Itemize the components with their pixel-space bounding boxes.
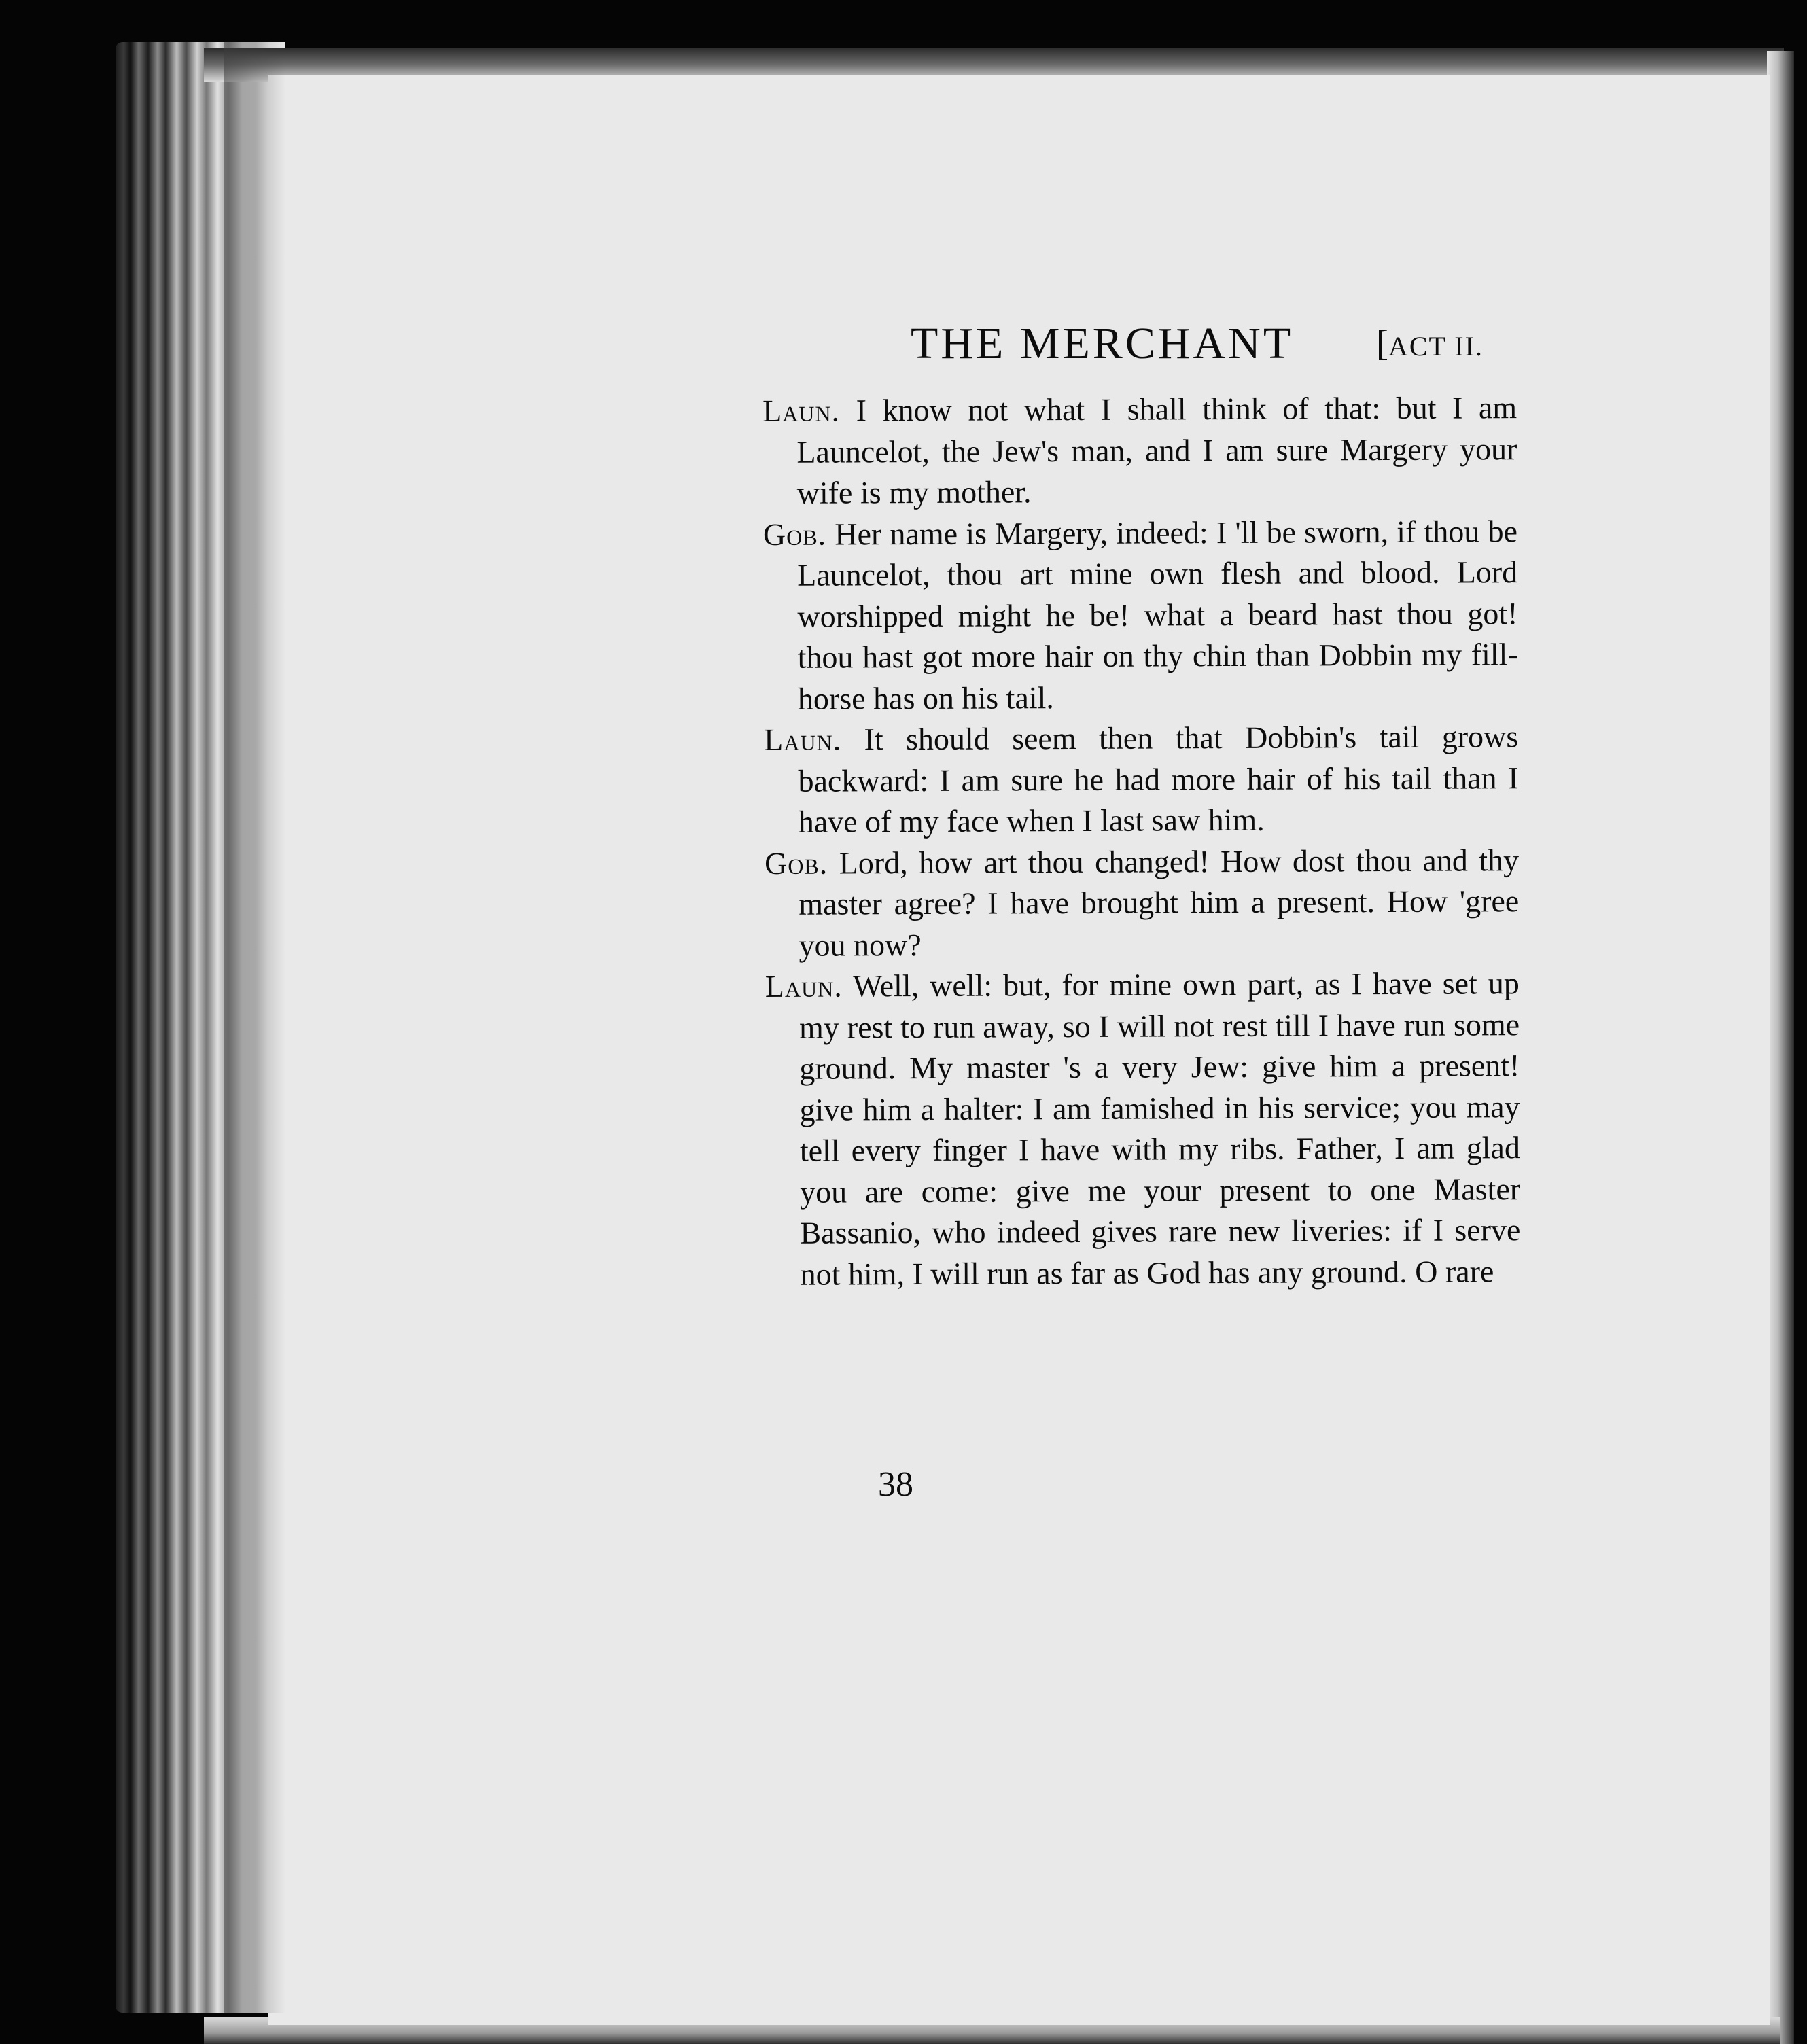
- gutter-shadow: [224, 42, 285, 2013]
- running-title: THE MERCHANT: [911, 319, 1294, 368]
- speaker-name: Gob.: [762, 516, 827, 552]
- speech-1: [762, 387, 1517, 514]
- speech-2: [763, 511, 1518, 720]
- speech-text: Well, well: but, for mine own part, as I have set up my rest to run away, so I will not rest till I have run some ground. My master 's a very Jew: give him a present! give him a halter: I am famished in his service; you may tell every finger I have with my ribs. Father, I am glad you are come: give me your present to one Master Bassanio, who indeed gives rare new liveries: if I serve not him, I will run as far as God has any ground. O rare: [799, 966, 1521, 1292]
- running-act: [1376, 322, 1484, 364]
- running-act-bracket: [: [1376, 323, 1388, 364]
- play-text: [762, 387, 1521, 1295]
- running-head: [911, 318, 1509, 379]
- speech-3: [764, 716, 1519, 843]
- speech-text: I know not what I shall think of that: but I am Launcelot, the Jew's man, and I am sure Margery your wife is my mother.: [796, 390, 1517, 510]
- running-act-label: ACT II.: [1388, 331, 1484, 362]
- speech-text: It should seem then that Dobbin's tail grows backward: I am sure he had more hair of his tail than I have of my face when I last saw him.: [798, 719, 1519, 839]
- speech-5: [765, 963, 1521, 1295]
- speaker-name: Gob.: [764, 845, 828, 881]
- page-right-edge: [1767, 51, 1794, 2044]
- speaker-name: Laun.: [764, 722, 842, 757]
- page-number: 38: [878, 1465, 913, 1504]
- speech-text: Lord, how art thou changed! How dost thou and thy master agree? I have brought him a present. How 'gree you now?: [799, 842, 1520, 963]
- speaker-name: Laun.: [765, 968, 843, 1004]
- speech-4: [765, 840, 1520, 966]
- speech-text: Her name is Margery, indeed: I 'll be sworn, if thou be Launcelot, thou art mine own flesh and blood. Lord worshipped might he be! what a beard hast thou got! thou hast got more hair on thy chin than Dobbin my fill-horse has on his tail.: [797, 513, 1518, 716]
- speaker-name: Laun.: [762, 393, 841, 428]
